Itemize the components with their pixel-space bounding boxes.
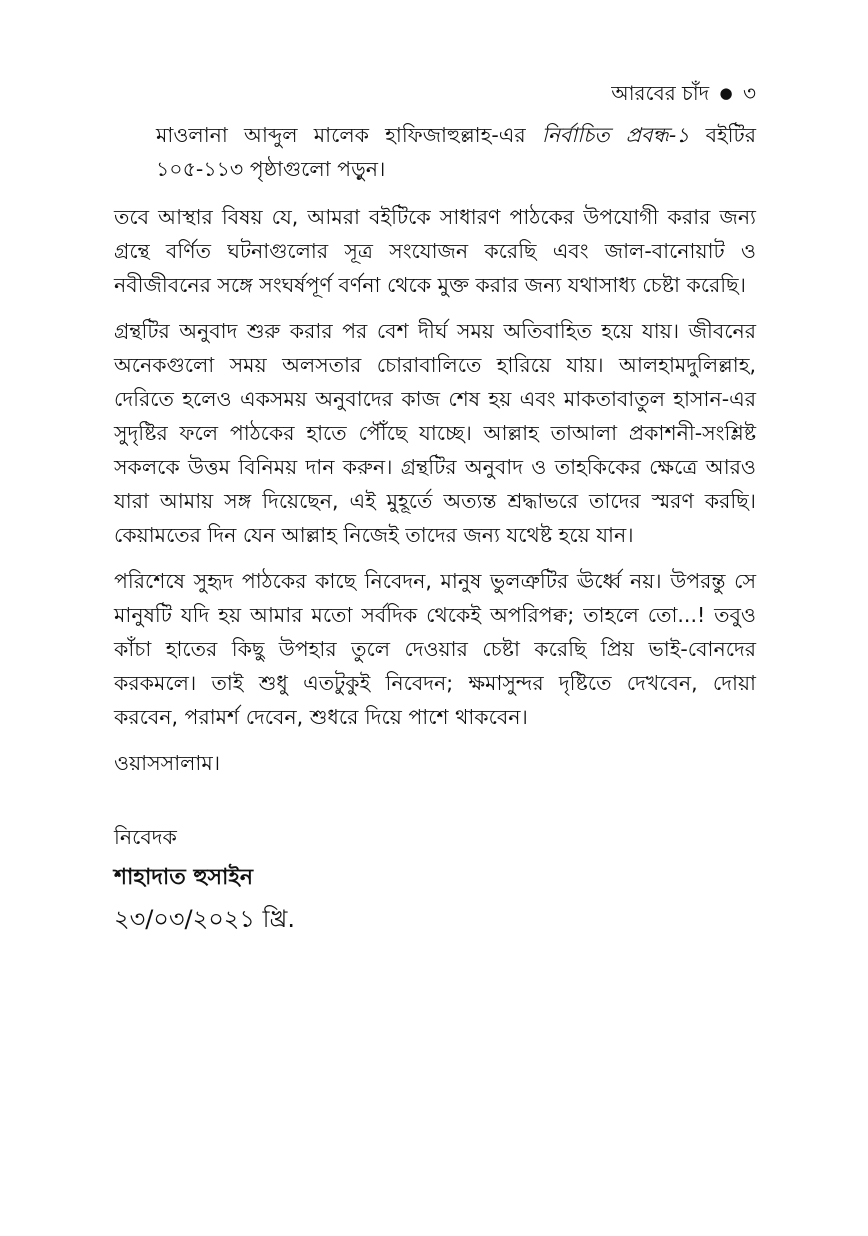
paragraph-sources: তবে আস্থার বিষয় যে, আমরা বইটিকে সাধারণ পাঠকের উপযোগী করার জন্য গ্রন্থে বর্ণিত ঘটনাগুলোর সূত্র সংযোজন করেছি এবং জাল-বানোয়াট ও নবীজীবনের সঙ্গে সংঘর্ষপূর্ণ বর্ণনা থেকে মুক্ত করার জন্য যথাসাধ্য চেষ্টা করেছি।: [114, 205, 756, 297]
paragraph-translation: গ্রন্থটির অনুবাদ শুরু করার পর বেশ দীর্ঘ সময় অতিবাহিত হয়ে যায়। জীবনের অনেকগুলো সময় অলসতার চোরাবালিতে হারিয়ে যায়। আলহামদুলিল্লাহ, দেরিতে হলেও একসময় অনুবাদের কাজ শেষ হয় এবং মাকতাবাতুল হাসান-এর সুদৃষ্টির ফলে পাঠকের হাতে পৌঁছে যাচ্ছে। আল্লাহ তাআলা প্রকাশনী-সংশ্লিষ্ট সকলকে উত্তম বিনিময় দান করুন। গ্রন্থটির অনুবাদ ও তাহকিকের ক্ষেত্রে আরও যারা আমায় সঙ্গ দিয়েছেন, এই মুহূর্তে অত্যন্ত শ্রদ্ধাভরে তাদের স্মরণ করছি। কেয়ামতের দিন যেন আল্লাহ নিজেই তাদের জন্য যথেষ্ট হয়ে যান।: [114, 319, 756, 547]
paragraph-request: পরিশেষে সুহৃদ পাঠকের কাছে নিবেদন, মানুষ ভুলত্রুটির ঊর্ধ্বে নয়। উপরন্তু সে মানুষটি যদি হয় আমার মতো সর্বদিক থেকেই অপরিপক্ব; তাহলে তো...! তবুও কাঁচা হাতের কিছু উপহার তুলে দেওয়ার চেষ্টা করেছি প্রিয় ভাই-বোনদের করকমলে। তাই শুধু এতটুকুই নিবেদন; ক্ষমাসুন্দর দৃষ্টিতে দেখবেন, দোয়া করবেন, পরামর্শ দেবেন, শুধরে দিয়ে পাশে থাকবেন।: [114, 569, 756, 729]
signature-date: ২৩/০৩/২০২১ খ্রি.: [114, 905, 295, 933]
signature-block: [114, 820, 756, 938]
reference-note-text-after: বইটির ১০৫-১১৩ পৃষ্ঠাগুলো পড়ুন।: [156, 123, 756, 181]
running-header: [114, 78, 756, 108]
author-name: শাহাদাত হুসাইন: [114, 865, 253, 890]
reference-note: [156, 118, 756, 186]
header-separator-icon: ●: [719, 84, 733, 102]
reference-book-title: নির্বাচিত প্রবন্ধ-১: [541, 123, 690, 147]
reference-note-text-before: মাওলানা আব্দুল মালেক হাফিজাহুল্লাহ-এর: [156, 123, 542, 147]
book-title: আরবের চাঁদ: [611, 81, 710, 105]
closing-salutation: ওয়াসসালাম।: [114, 751, 221, 775]
page-number: ৩: [742, 81, 756, 105]
signature-label: নিবেদক: [114, 825, 177, 849]
